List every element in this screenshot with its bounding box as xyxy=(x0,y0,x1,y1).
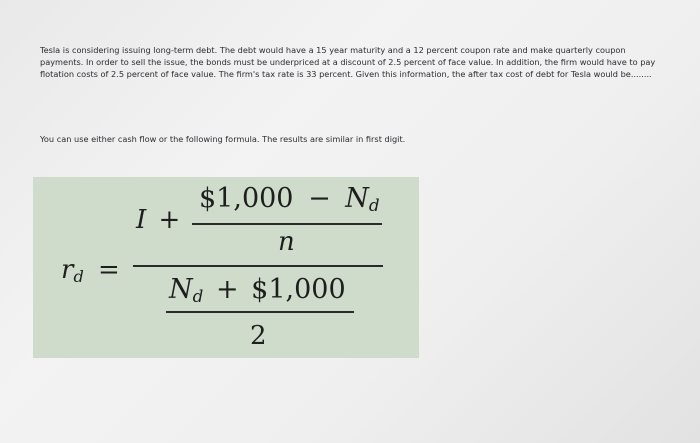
formula-inner-denominator: n xyxy=(278,227,295,257)
formula-lhs-sub: d xyxy=(73,267,84,287)
formula-lhs-var: r xyxy=(61,255,74,285)
cost-of-debt-formula xyxy=(33,177,419,358)
formula-lhs xyxy=(61,257,120,285)
formula-denominator-fraction-bar xyxy=(166,311,354,313)
formula-main-fraction-bar xyxy=(133,265,383,267)
formula-den-net-var: N xyxy=(169,274,193,305)
formula-instruction: You can use either cash flow or the following formula. The results are similar in first digit. xyxy=(40,134,406,144)
formula-inner-numerator xyxy=(199,185,380,214)
formula-minus: − xyxy=(308,183,331,214)
problem-statement: Tesla is considering issuing long-term debt. The debt would have a 15 year maturity and a 12 percent coupon rate and make quarterly coupon payments. In order to sell the issue, the bonds must be underpriced at a discount of 2.5 percent of face value. In addition, the firm would have to pay flotation costs of 2.5 percent of face value. The firm's tax rate is 33 percent. Given this information, the after tax cost of debt for Tesla would be........ xyxy=(40,45,656,80)
formula-denominator-sum xyxy=(169,276,346,305)
formula-den-face-value: $1,000 xyxy=(251,274,346,305)
formula-den-net-sub: d xyxy=(192,286,204,307)
formula-interest xyxy=(136,207,180,233)
formula-inner-fraction-bar xyxy=(192,223,382,225)
formula-den-plus: + xyxy=(215,274,239,305)
formula-equals: = xyxy=(98,255,120,285)
formula-net-sub: d xyxy=(368,195,380,216)
formula-denominator-divisor: 2 xyxy=(250,321,267,351)
formula-face-value: $1,000 xyxy=(199,183,294,214)
formula-plus-top: + xyxy=(158,205,181,235)
formula-interest-symbol: I xyxy=(136,205,147,235)
formula-net-var: N xyxy=(345,183,369,214)
